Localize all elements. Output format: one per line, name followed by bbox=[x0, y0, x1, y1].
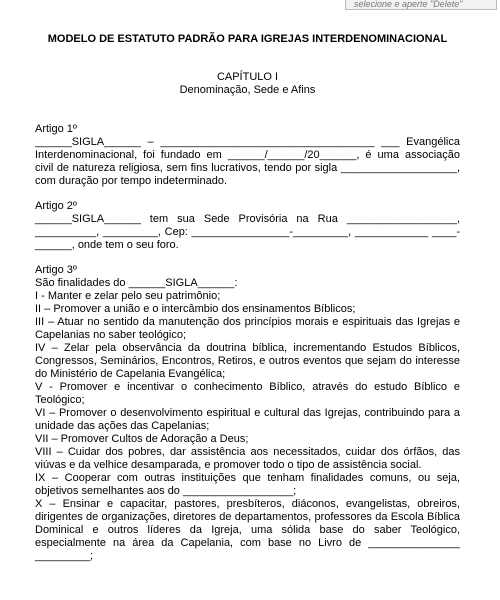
delete-hint-tooltip: selecione e aperte "Delete" bbox=[345, 0, 497, 10]
artigo-1-heading: Artigo 1º bbox=[35, 123, 77, 135]
artigo-1 bbox=[35, 123, 460, 188]
artigo-3-item-2: II – Promover a união e o intercâmbio dos ensinamentos Bíblicos; bbox=[35, 303, 356, 315]
document-title: MODELO DE ESTATUTO PADRÃO PARA IGREJAS INTERDENOMINACIONAL bbox=[47, 33, 448, 45]
artigo-3-item-9: IX – Cooperar com outras instituições que tenham finalidades comuns, ou seja, objetivos semelhantes aos do __________________; bbox=[35, 472, 460, 497]
chapter-number: CAPÍTULO I bbox=[216, 71, 279, 83]
artigo-1-text: ______SIGLA______ – ___________________________________ ___ Evangélica Interdenominacional, foi fundado em ______/______/20______, é uma associação civil de natureza religiosa, sem fins lucrativos, tendo por sigla ___________________, com duração por tempo indeterminado. bbox=[35, 136, 460, 187]
artigo-3-item-4: IV – Zelar pela observância da doutrina bíblica, incrementando Estudos Bíblicos, Congressos, Seminários, Encontros, Retiros, e outros eventos que sejam do interesse do Ministério de Capelania Evangélica; bbox=[35, 342, 460, 380]
artigo-3-item-3: III – Atuar no sentido da manutenção dos princípios morais e espirituais das Igrejas e Capelanias no saber teológico; bbox=[35, 316, 460, 341]
artigo-3 bbox=[35, 264, 460, 563]
artigo-3-item-6: VI – Promover o desenvolvimento espiritual e cultural das Igrejas, contribuindo para a unidade das ações das Capelanias; bbox=[35, 407, 460, 432]
artigo-2 bbox=[35, 200, 460, 252]
artigo-3-heading: Artigo 3º bbox=[35, 264, 77, 276]
artigo-2-text: ______SIGLA______ tem sua Sede Provisória na Rua __________________, __________, _________, Cep: ________________-_________, ____________ ____-______, onde tem o seu foro. bbox=[35, 213, 460, 251]
artigo-3-item-7: VII – Promover Cultos de Adoração a Deus; bbox=[35, 433, 249, 445]
artigo-3-item-5: V - Promover e incentivar o conhecimento Bíblico, através do estudo Bíblico e Teológico; bbox=[35, 381, 460, 406]
artigo-3-item-10: X – Ensinar e capacitar, pastores, presbíteros, diáconos, evangelistas, obreiros, dirigentes de organizações, diretores de departamentos, professores da Escola Bíblica Dominical e outros líderes da Igreja, uma sólida base do saber Teológico, especialmente na área da Capelania, com base no Livro de _______________ _________; bbox=[35, 498, 460, 562]
artigo-2-heading: Artigo 2º bbox=[35, 200, 77, 212]
artigo-3-intro: São finalidades do ______SIGLA______: bbox=[35, 277, 238, 289]
artigo-3-item-8: VIII – Cuidar dos pobres, dar assistência aos necessitados, cuidar dos órfãos, das viúvas e da velhice desamparada, e promover todo o tipo de assistência social. bbox=[35, 446, 460, 471]
chapter-name: Denominação, Sede e Afins bbox=[179, 84, 316, 96]
chapter-heading bbox=[35, 71, 460, 97]
artigo-3-item-1: I - Manter e zelar pelo seu patrimônio; bbox=[35, 290, 221, 302]
